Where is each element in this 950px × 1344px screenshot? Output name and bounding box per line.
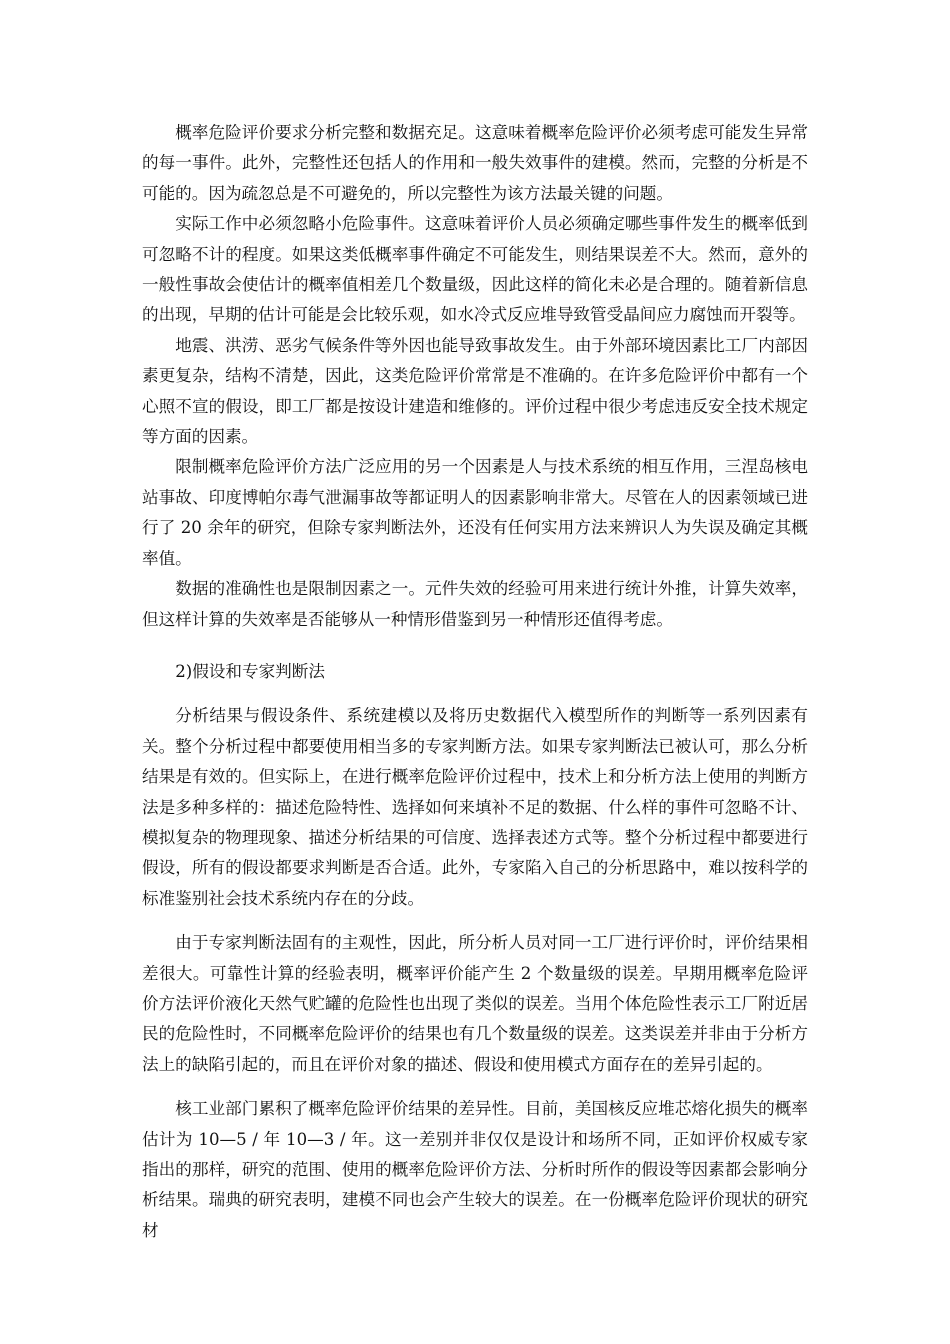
section-heading: 2)假设和专家判断法 [175,661,325,681]
paragraph-human-factors: 限制概率危险评价方法广泛应用的另一个因素是人与技术系统的相互作用，三涅岛核电站事故、印度博帕尔毒气泄漏事故等都证明人的因素影响非常大。尽管在人的因素领域已进行了 20 余年的研究，但除专家判断法外，还没有任何实用方法来辨识人为失误及确定其概率值。 [142,457,808,568]
paragraph-completeness: 概率危险评价要求分析完整和数据充足。这意味着概率危险评价必须考虑可能发生异常的每一事件。此外，完整性还包括人的作用和一般失效事件的建模。然而，完整的分析是不可能的。因为疏忽总是不可避免的，所以完整性为该方法最关键的问题。 [142,123,808,203]
paragraph-external-causes: 地震、洪涝、恶劣气候条件等外因也能导致事故发生。由于外部环境因素比工厂内部因素更复杂，结构不清楚，因此，这类危险评价常常是不准确的。在许多危险评价中都有一个心照不宣的假设，即工厂都是按设计建造和维修的。评价过程中很少考虑违反安全技术规定等方面的因素。 [142,335,808,447]
paragraph-subjectivity: 由于专家判断法固有的主观性，因此，所分析人员对同一工厂进行评价时，评价结果相差很大。可靠性计算的经验表明，概率评价能产生 2 个数量级的误差。早期用概率危险评价方法评价液化天然气贮罐的危险性也出现了类似的误差。当用个体危险性表示工厂附近居民的危险性时，不同概率危险评价的结果也有几个数量级的误差。这类误差并非由于分析方法上的缺陷引起的，而且在评价对象的描述、假设和使用模式方面存在的差异引起的。 [142,933,808,1074]
paragraph-minor-hazards: 实际工作中必须忽略小危险事件。这意味着评价人员必须确定哪些事件发生的概率低到可忽略不计的程度。如果这类低概率事件确定不可能发生，则结果误差不大。然而，意外的一般性事故会使估计的概率值相差几个数量级，因此这样的简化未必是合理的。随着新信息的出现，早期的估计可能是会比较乐观，如水冷式反应堆导致管受晶间应力腐蚀而开裂等。 [142,214,808,325]
document-page [142,118,808,1246]
paragraph-assumptions: 分析结果与假设条件、系统建模以及将历史数据代入模型所作的判断等一系列因素有关。整个分析过程中都要使用相当多的专家判断方法。如果专家判断法已被认可，那么分析结果是有效的。但实际上，在进行概率危险评价过程中，技术上和分析方法上使用的判断方法是多种多样的：描述危险特性、选择如何来填补不足的数据、什么样的事件可忽略不计、模拟复杂的物理现象、描述分析结果的可信度、选择表述方式等。整个分析过程中都要进行假设，所有的假设都要求判断是否合适。此外，专家陷入自己的分析思路中，难以按科学的标准鉴别社会技术系统内存在的分歧。 [142,706,808,908]
paragraph-nuclear-industry: 核工业部门累积了概率危险评价结果的差异性。目前，美国核反应堆芯熔化损失的概率估计为 10—5 / 年 10—3 / 年。这一差别并非仅仅是设计和场所不同，正如评价权威专家指出的那样，研究的范围、使用的概率危险评价方法、分析时所作的假设等因素都会影响分析结果。瑞典的研究表明，建模不同也会产生较大的误差。在一份概率危险评价现状的研究材 [142,1099,808,1240]
paragraph-data-accuracy: 数据的准确性也是限制因素之一。元件失效的经验可用来进行统计外推，计算失效率，但这样计算的失效率是否能够从一种情形借鉴到另一种情形还值得考虑。 [142,579,808,629]
